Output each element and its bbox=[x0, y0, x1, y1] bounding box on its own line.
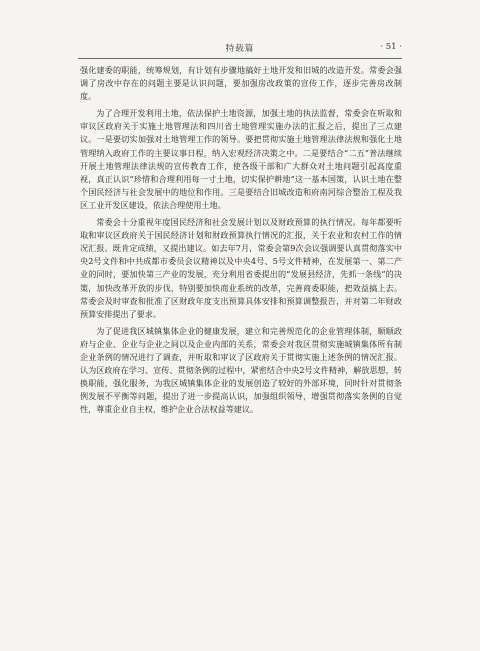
body-text bbox=[80, 64, 402, 419]
paragraph-3: 常委会十分重视年度国民经济和社会发展计划以及财政预算的执行情况。每年都要听取和审议区政府关于国民经济计划和财政预算执行情况的汇报，关于农业和农村工作的情况汇报。既肯定成绩，又提出建议。如去年7月，常委会第9次会议强调要认真贯彻落实中央2号文件和中共成都市委员会议精神以及中央4号、5号文件精神，在发展第一、第二产业的同时，要加快第三产业的发展，充分利用省委提出的“发展县经济，先抓一条线”的决策，加快改革开放的步伐，特别要加快商业系统的改革，完善商委职能，把效益搞上去。常委会及时审查和批准了区财政年度支出预算具体安排和预算调整报告，并对第二年财政预算安排提出了要求。 bbox=[80, 217, 402, 319]
section-title: 特载篇 bbox=[225, 44, 255, 54]
running-header bbox=[78, 42, 402, 58]
paragraph-4: 为了促进我区城镇集体企业的健康发展，建立和完善规范化的企业管理体制，顺顺政府与企业、企业与企业之间以及企业内部的关系，常委会对我区贯彻实施城镇集体所有制企业条例的情况进行了调查，并听取和审议了区政府关于贯彻实施上述条例的情况汇报。认为区政府在学习、宣传、贯彻条例的过程中，紧密结合中央2号文件精神，解放思想，转换职能，强化服务，为我区城镇集体企业的发展创造了较好的外部环境，同时针对贯彻条例发展不平衡等问题，提出了进一步提高认识，加强组织领导，增强贯彻落实条例的自觉性，尊重企业自主权，维护企业合法权益等建议。 bbox=[80, 325, 402, 415]
paragraph-1: 强化建委的职能，统筹规划，有计划有步骤地搞好土地开发和旧城的改造开发。常委会强调了房改中存在的问题主要是认识问题，要加强房改政策的宣传工作，逐步完善房改制度。 bbox=[80, 65, 402, 102]
paragraph-2: 为了合理开发利用土地，依法保护土地资源，加强土地的执法监督，常委会在听取和审议区政府关于实施土地管理法和四川省土地管理实施办法的汇报之后，提出了三点建议。一是要切实加强对土地管理工作的领导。要把贯彻实施土地管理法律法规和强化土地管理纳入政府工作的主要议事日程，纳入宏观经济决策之中。二是要结合“二五”普法继续开展土地管理法律法规的宣传教育工作，使各级干部和广大群众对土地问题引起高度重视，真正认识“珍惜和合理利用每一寸土地，切实保护耕地”这一基本国策，认识土地在整个国民经济与社会发展中的地位和作用。三是要结合旧城改造和府南河综合整治工程及我区工业开发区建设，依法合理使用土地。 bbox=[80, 108, 402, 210]
page-number: · 51 · bbox=[380, 42, 402, 52]
header-rule bbox=[78, 58, 402, 59]
